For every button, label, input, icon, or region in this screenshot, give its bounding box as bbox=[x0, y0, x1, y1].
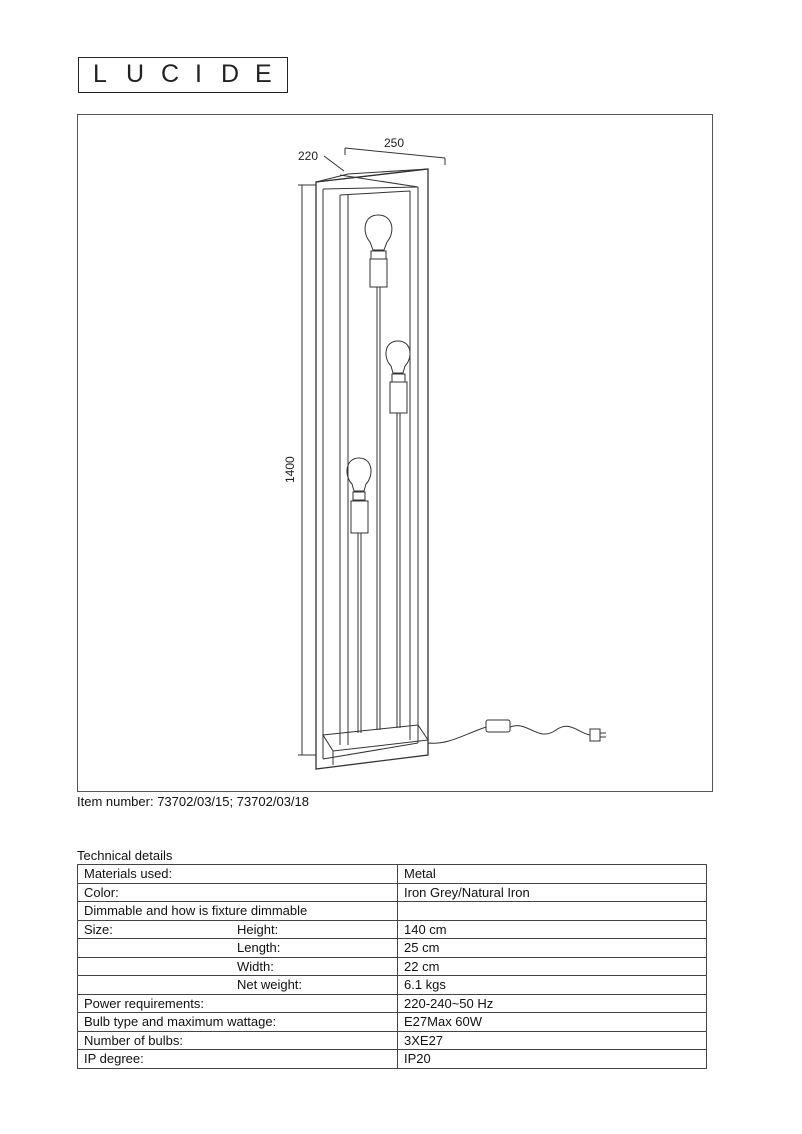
bulb-top bbox=[365, 215, 392, 250]
spec-value: IP20 bbox=[398, 1050, 707, 1069]
table-row bbox=[78, 865, 707, 884]
logo-letter: C bbox=[161, 60, 180, 88]
spec-label: IP degree: bbox=[84, 1051, 144, 1067]
spec-value: 3XE27 bbox=[398, 1031, 707, 1050]
table-row bbox=[78, 1031, 707, 1050]
spec-label-cell bbox=[78, 1013, 398, 1032]
spec-label-cell bbox=[78, 957, 398, 976]
spec-label-cell bbox=[78, 939, 398, 958]
spec-label: Materials used: bbox=[84, 866, 173, 882]
spec-value: E27Max 60W bbox=[398, 1013, 707, 1032]
spec-label: Size: bbox=[84, 921, 113, 937]
bulb-bottom bbox=[347, 458, 371, 491]
table-row bbox=[78, 939, 707, 958]
spec-label: Power requirements: bbox=[84, 995, 204, 1011]
lamp-base bbox=[323, 725, 428, 751]
table-row bbox=[78, 1013, 707, 1032]
spec-sublabel: Width: bbox=[237, 958, 274, 974]
spec-label: Bulb type and maximum wattage: bbox=[84, 1014, 277, 1030]
technical-details-table bbox=[77, 864, 707, 1069]
logo-letter: U bbox=[126, 60, 145, 88]
lamp-drawing bbox=[78, 115, 714, 793]
spec-label-cell bbox=[78, 902, 398, 921]
table-row bbox=[78, 957, 707, 976]
spec-value: 25 cm bbox=[398, 939, 707, 958]
spec-value: 6.1 kgs bbox=[398, 976, 707, 995]
spec-label-cell bbox=[78, 865, 398, 884]
spec-label-cell bbox=[78, 883, 398, 902]
table-row bbox=[78, 994, 707, 1013]
spec-label-cell bbox=[78, 1031, 398, 1050]
spec-sublabel: Length: bbox=[237, 940, 281, 956]
dim-length-label: 250 bbox=[384, 136, 405, 150]
socket-top bbox=[370, 259, 387, 287]
table-row bbox=[78, 883, 707, 902]
dim-line-depth bbox=[324, 156, 344, 171]
logo-letter: I bbox=[195, 60, 202, 88]
table-row bbox=[78, 976, 707, 995]
spec-value: Iron Grey/Natural Iron bbox=[398, 883, 707, 902]
spec-value: 220-240~50 Hz bbox=[398, 994, 707, 1013]
spec-value bbox=[398, 902, 707, 921]
technical-drawing bbox=[77, 114, 713, 792]
brand-logo bbox=[78, 57, 288, 93]
spec-label-cell bbox=[78, 976, 398, 995]
dim-height-label: 1400 bbox=[283, 456, 297, 483]
power-cable bbox=[428, 727, 486, 743]
spec-label: Dimmable and how is fixture dimmable bbox=[84, 903, 308, 919]
spec-label: Color: bbox=[84, 884, 119, 900]
bulb-middle bbox=[386, 341, 410, 373]
spec-sublabel: Net weight: bbox=[237, 977, 303, 993]
table-row bbox=[78, 920, 707, 939]
logo-letter: D bbox=[221, 60, 240, 88]
socket-middle bbox=[390, 382, 407, 413]
dim-depth-label: 220 bbox=[298, 149, 319, 163]
socket-bottom bbox=[351, 501, 368, 533]
spec-label: Number of bulbs: bbox=[84, 1032, 183, 1048]
spec-label-cell bbox=[78, 920, 398, 939]
logo-letter: L bbox=[93, 60, 107, 88]
spec-value: Metal bbox=[398, 865, 707, 884]
logo-letter: E bbox=[255, 60, 272, 88]
spec-value: 140 cm bbox=[398, 920, 707, 939]
item-number: Item number: 73702/03/15; 73702/03/18 bbox=[77, 794, 310, 809]
technical-details-title: Technical details bbox=[77, 848, 173, 863]
table-row bbox=[78, 902, 707, 921]
spec-label-cell bbox=[78, 994, 398, 1013]
table-row bbox=[78, 1050, 707, 1069]
spec-label-cell bbox=[78, 1050, 398, 1069]
inline-switch bbox=[486, 720, 510, 732]
spec-sublabel: Height: bbox=[237, 921, 279, 937]
spec-value: 22 cm bbox=[398, 957, 707, 976]
